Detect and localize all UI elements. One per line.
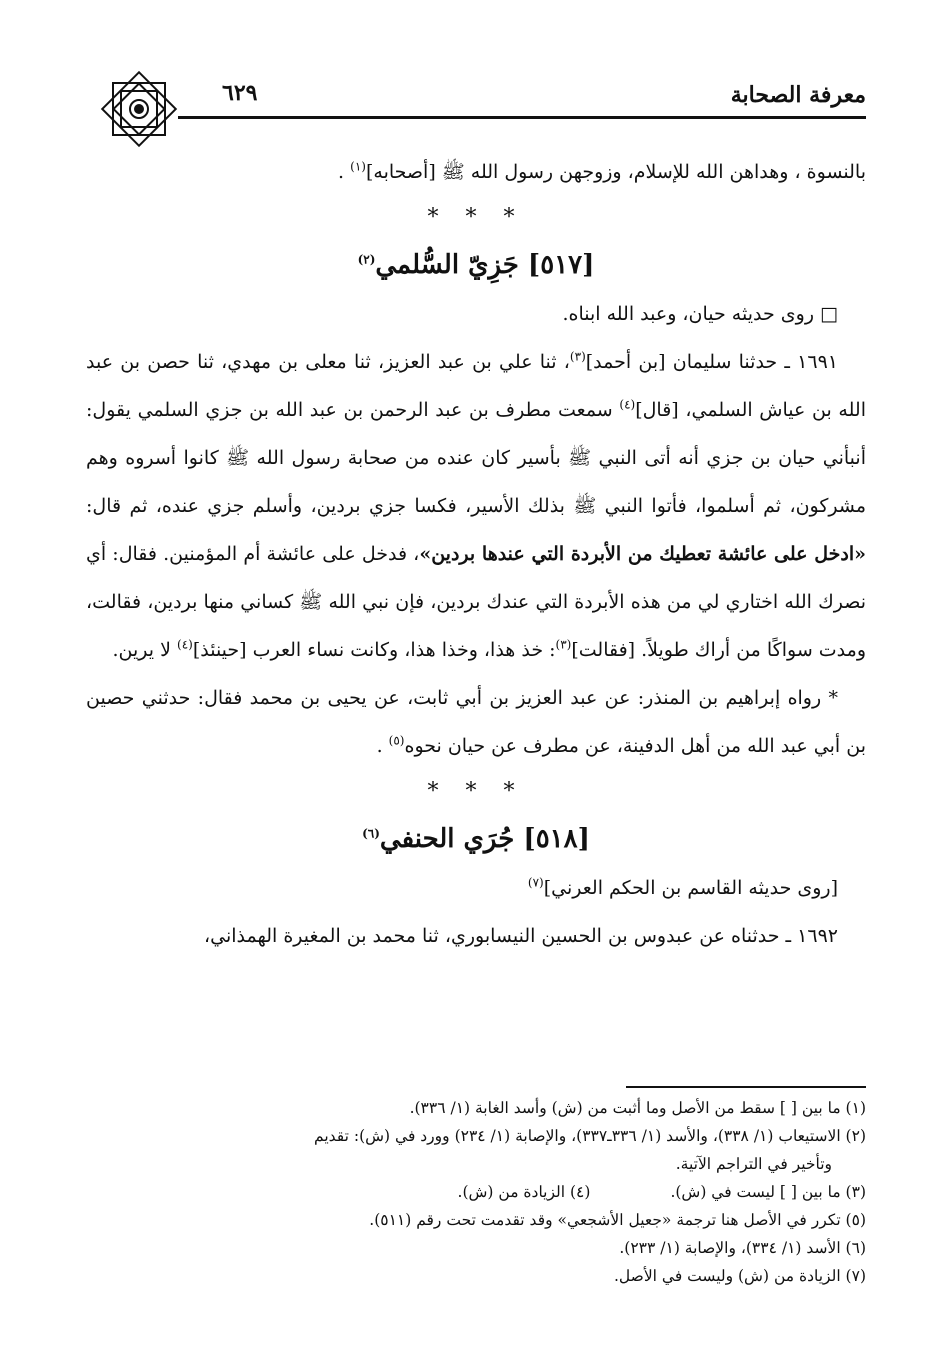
hadith-quote: «ادخل على عائشة تعطيك من الأبردة التي عندها بردين» [419,543,866,565]
footnote-ref: (٣) [555,637,572,652]
footnote-continuation: وتأخير في التراجم الآتية. [675,1155,832,1173]
footnote-ref: (٥) [388,733,405,748]
footnote: (١) ما بين [ ] سقط من الأصل وما أثبت من (ش) وأسد الغابة (١/ ٣٣٦). [409,1099,866,1117]
running-title: معرفة الصحابة [730,82,866,108]
islamic-star-ornament-icon [96,66,182,152]
footnote: (٣) ما بين [ ] ليست في (ش). [670,1183,866,1201]
footnote: (٦) الأسد (١/ ٣٣٤)، والإصابة (١/ ٢٣٣). [619,1239,866,1257]
entry-heading-518: [٥١٨] جُرَي الحنفي$^{(٦)}$ [362,824,590,854]
section-separator: * * * [427,205,525,230]
paragraph: ١٦٩٢ ـ حدثناه عن عبدوس بن الحسين النيسابوري، ثنا محمد بن المغيرة الهمذاني، [203,925,838,947]
footnote: (٧) الزيادة من (ش) وليست في الأصل. [614,1267,866,1285]
footnote-pair [86,1178,866,1206]
header-rule [178,116,866,119]
main-text [86,148,866,960]
section-separator: * * * [427,779,525,804]
paragraph: * رواه إبراهيم بن المنذر: عن عبد العزيز بن أبي ثابت، عن يحيى بن محمد فقال: حدثني حصين بن أبي عبد الله من أهل الدفينة، عن مطرف عن حيان نحوه$^{(٥)}$ . [86,687,866,757]
footnote-ref: (٦) [362,826,380,841]
text-line: بالنسوة ، وهداهن الله للإسلام، وزوجهن رسول الله ﷺ [أصحابه]$^{(١)}$ . [338,159,866,183]
entry-heading-517: [٥١٧] جَزِيّ السُّلمي$^{(٢)}$ [357,250,595,280]
footnote-ref: (٧) [527,875,544,890]
footnote-rule [626,1086,866,1088]
footnote: (٢) الاستيعاب (١/ ٣٣٨)، والأسد (١/ ٣٣٦ـ٣٣٧)، والإصابة (١/ ٢٣٤) وورد في (ش): تقديم [314,1127,866,1145]
paragraph: □ روى حديثه حيان، وعبد الله ابناه. [562,303,838,325]
footnote-ref: (١) [350,159,366,174]
footnotes [86,1094,866,1290]
footnote-ref: (٤) [177,637,193,652]
footnote: (٥) تكرر في الأصل هنا ترجمة «جعيل الأشجعي» وقد تقدمت تحت رقم (٥١١). [369,1211,866,1229]
paragraph: [روى حديثه القاسم بن الحكم العرني]$^{(٧)}$ [527,875,838,899]
page-number: ٦٢٩ [222,80,258,106]
footnote: (٤) الزيادة من (ش). [457,1183,591,1201]
paragraph: ١٦٩١ ـ حدثنا سليمان [بن أحمد]$^{(٣)}$، ثنا علي بن عبد العزيز، ثنا معلى بن مهدي، ثنا حصن بن عبد الله بن عياش السلمي، [قال]$^{(٤)}$ سمعت مطرف بن عبد الرحمن بن عبد الله بن جزي السلمي يقول: أنبأني حيان بن جزي أنه أتى النبي ﷺ بأسير كان عنده من صحابة رسول الله ﷺ كانوا أسروه وهم مشركون، ثم أسلموا، فأتوا النبي ﷺ بذلك الأسير، فكسا جزي بردين، وأسلم جزي عنده، ثم قال: «ادخل على عائشة تعطيك من الأبردة التي عندها بردين»، فدخل على عائشة أم المؤمنين. فقال: أي نصرك الله اختاري لي من هذه الأبردة التي عندك بردين، فإن نبي الله ﷺ كساني منها بردين، فقالت، ومدت سواكًا من أراك طويلاً. [فقالت]$^{(٣)}$: خذ هذا، وخذا هذا، وكانت نساء العرب [حينئذ]$^{(٤)}$ لا يرين. [86,349,866,661]
footnote-ref: (٣) [569,349,586,364]
footnote-ref: (٢) [357,252,376,267]
footnote-ref: (٤) [619,397,636,412]
